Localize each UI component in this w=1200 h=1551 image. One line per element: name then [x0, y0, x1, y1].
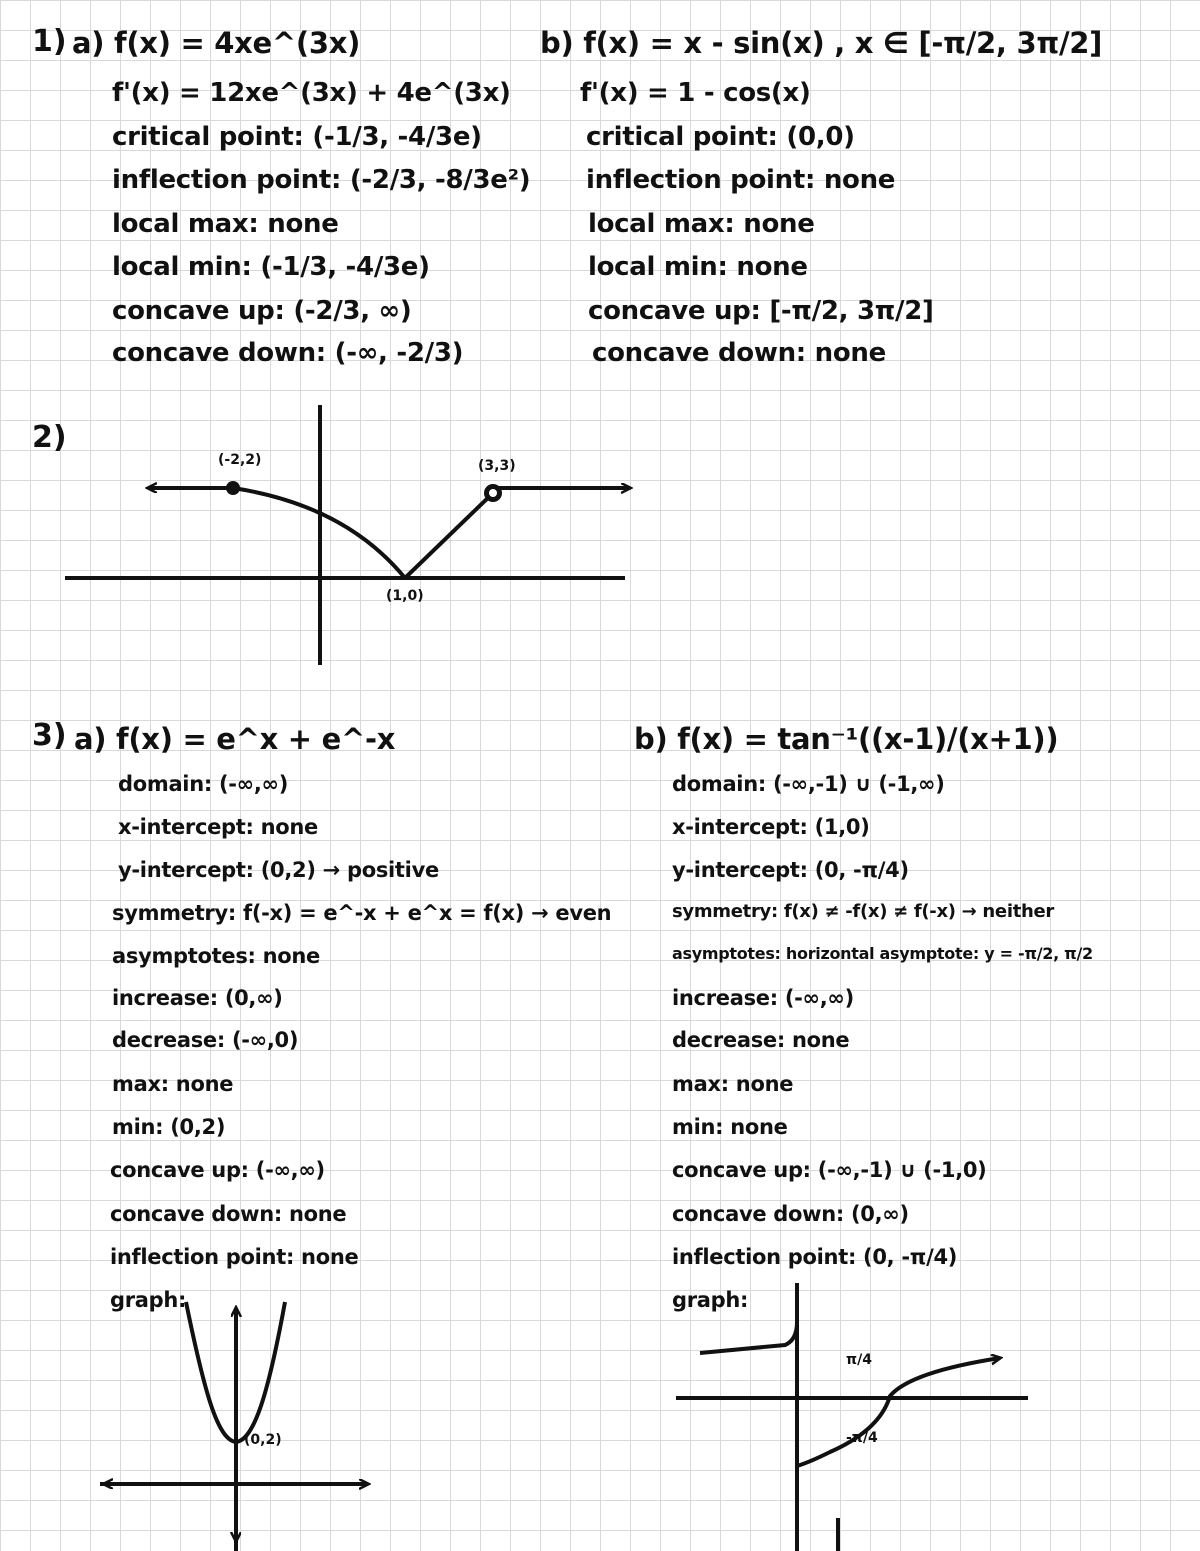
problem-3b-graph-label-top: π/4: [846, 1352, 872, 1368]
problem-3a-function: a) f(x) = e^x + e^-x: [74, 722, 396, 756]
problem-1a-concave-down: concave down: (-∞, -2/3): [112, 338, 464, 368]
problem-3b-y-intercept: y-intercept: (0, -π/4): [672, 858, 909, 882]
problem-1b-derivative: f'(x) = 1 - cos(x): [580, 78, 811, 108]
problem-1a-local-min: local min: (-1/3, -4/3e): [112, 252, 430, 282]
problem-3b-max: max: none: [672, 1072, 794, 1096]
problem-3a-inflection-point: inflection point: none: [110, 1245, 359, 1269]
problem-3b-function: b) f(x) = tan⁻¹((x-1)/(x+1)): [634, 722, 1059, 756]
problem-3b-symmetry: symmetry: f(x) ≠ -f(x) ≠ f(-x) → neither: [672, 901, 1055, 922]
problem-1a-local-max: local max: none: [112, 209, 339, 239]
problem-2-left-point-dot: [226, 481, 240, 495]
problem-3b-graph-label-bottom: -π/4: [846, 1430, 878, 1446]
problem-3a-concave-down: concave down: none: [110, 1202, 347, 1226]
problem-3b-right-branch: [797, 1358, 1000, 1466]
problem-3a-decrease: decrease: (-∞,0): [112, 1028, 299, 1052]
problem-3a-domain: domain: (-∞,∞): [118, 772, 289, 796]
problem-3a-symmetry: symmetry: f(-x) = e^-x + e^x = f(x) → even: [112, 901, 612, 925]
problem-2-number: 2): [32, 420, 67, 455]
problem-3b-inflection-point: inflection point: (0, -π/4): [672, 1245, 958, 1269]
problem-3a-increase: increase: (0,∞): [112, 986, 283, 1010]
problem-3b-left-branch: [700, 1322, 797, 1353]
problem-3a-graph-label: graph:: [110, 1288, 187, 1312]
problem-3b-x-intercept: x-intercept: (1,0): [672, 815, 870, 839]
problem-3b-decrease: decrease: none: [672, 1028, 850, 1052]
problem-2-graph: [65, 405, 630, 665]
problem-2-right-point-inner: [489, 489, 497, 497]
problem-1b-local-min: local min: none: [588, 252, 808, 282]
problem-1a-function: a) f(x) = 4xe^(3x): [72, 26, 361, 60]
problem-3a-min: min: (0,2): [112, 1115, 226, 1139]
problem-3a-max: max: none: [112, 1072, 234, 1096]
problem-1b-critical-point: critical point: (0,0): [586, 122, 855, 152]
problem-2-right-segment: [405, 493, 493, 578]
problem-3a-y-intercept: y-intercept: (0,2) → positive: [118, 858, 439, 882]
problem-3a-concave-up: concave up: (-∞,∞): [110, 1158, 325, 1182]
problem-1b-inflection-point: inflection point: none: [586, 165, 896, 195]
problem-3b-graph-label: graph:: [672, 1288, 749, 1312]
problem-3b-domain: domain: (-∞,-1) ∪ (-1,∞): [672, 772, 945, 796]
problem-1a-critical-point: critical point: (-1/3, -4/3e): [112, 122, 482, 152]
problem-1b-concave-up: concave up: [-π/2, 3π/2]: [588, 296, 934, 326]
problem-3b-concave-down: concave down: (0,∞): [672, 1202, 909, 1226]
problem-3b-asymptotes: asymptotes: horizontal asymptote: y = -π/2, π/2: [672, 944, 1093, 963]
problem-3a-x-intercept: x-intercept: none: [118, 815, 318, 839]
problem-3b-increase: increase: (-∞,∞): [672, 986, 854, 1010]
problem-3b-concave-up: concave up: (-∞,-1) ∪ (-1,0): [672, 1158, 987, 1182]
problem-3a-asymptotes: asymptotes: none: [112, 944, 320, 968]
problem-1b-function: b) f(x) = x - sin(x) , x ∈ [-π/2, 3π/2]: [540, 26, 1103, 60]
problem-1b-local-max: local max: none: [588, 209, 815, 239]
problem-1a-derivative: f'(x) = 12xe^(3x) + 4e^(3x): [112, 78, 511, 108]
problem-3b-graph: [676, 1283, 1028, 1551]
problem-3-number: 3): [32, 718, 67, 753]
problem-2-label-vertex: (1,0): [386, 588, 424, 604]
problem-3a-graph-point-label: (0,2): [244, 1432, 282, 1448]
problem-2-label-left-point: (-2,2): [218, 452, 262, 468]
problem-1a-inflection-point: inflection point: (-2/3, -8/3e²): [112, 165, 531, 195]
problem-3a-graph: [100, 1302, 368, 1551]
problem-3b-min: min: none: [672, 1115, 788, 1139]
problem-2-label-right-point: (3,3): [478, 458, 516, 474]
problem-1a-concave-up: concave up: (-2/3, ∞): [112, 296, 412, 326]
problem-1b-concave-down: concave down: none: [592, 338, 886, 368]
problem-1-number: 1): [32, 24, 67, 59]
